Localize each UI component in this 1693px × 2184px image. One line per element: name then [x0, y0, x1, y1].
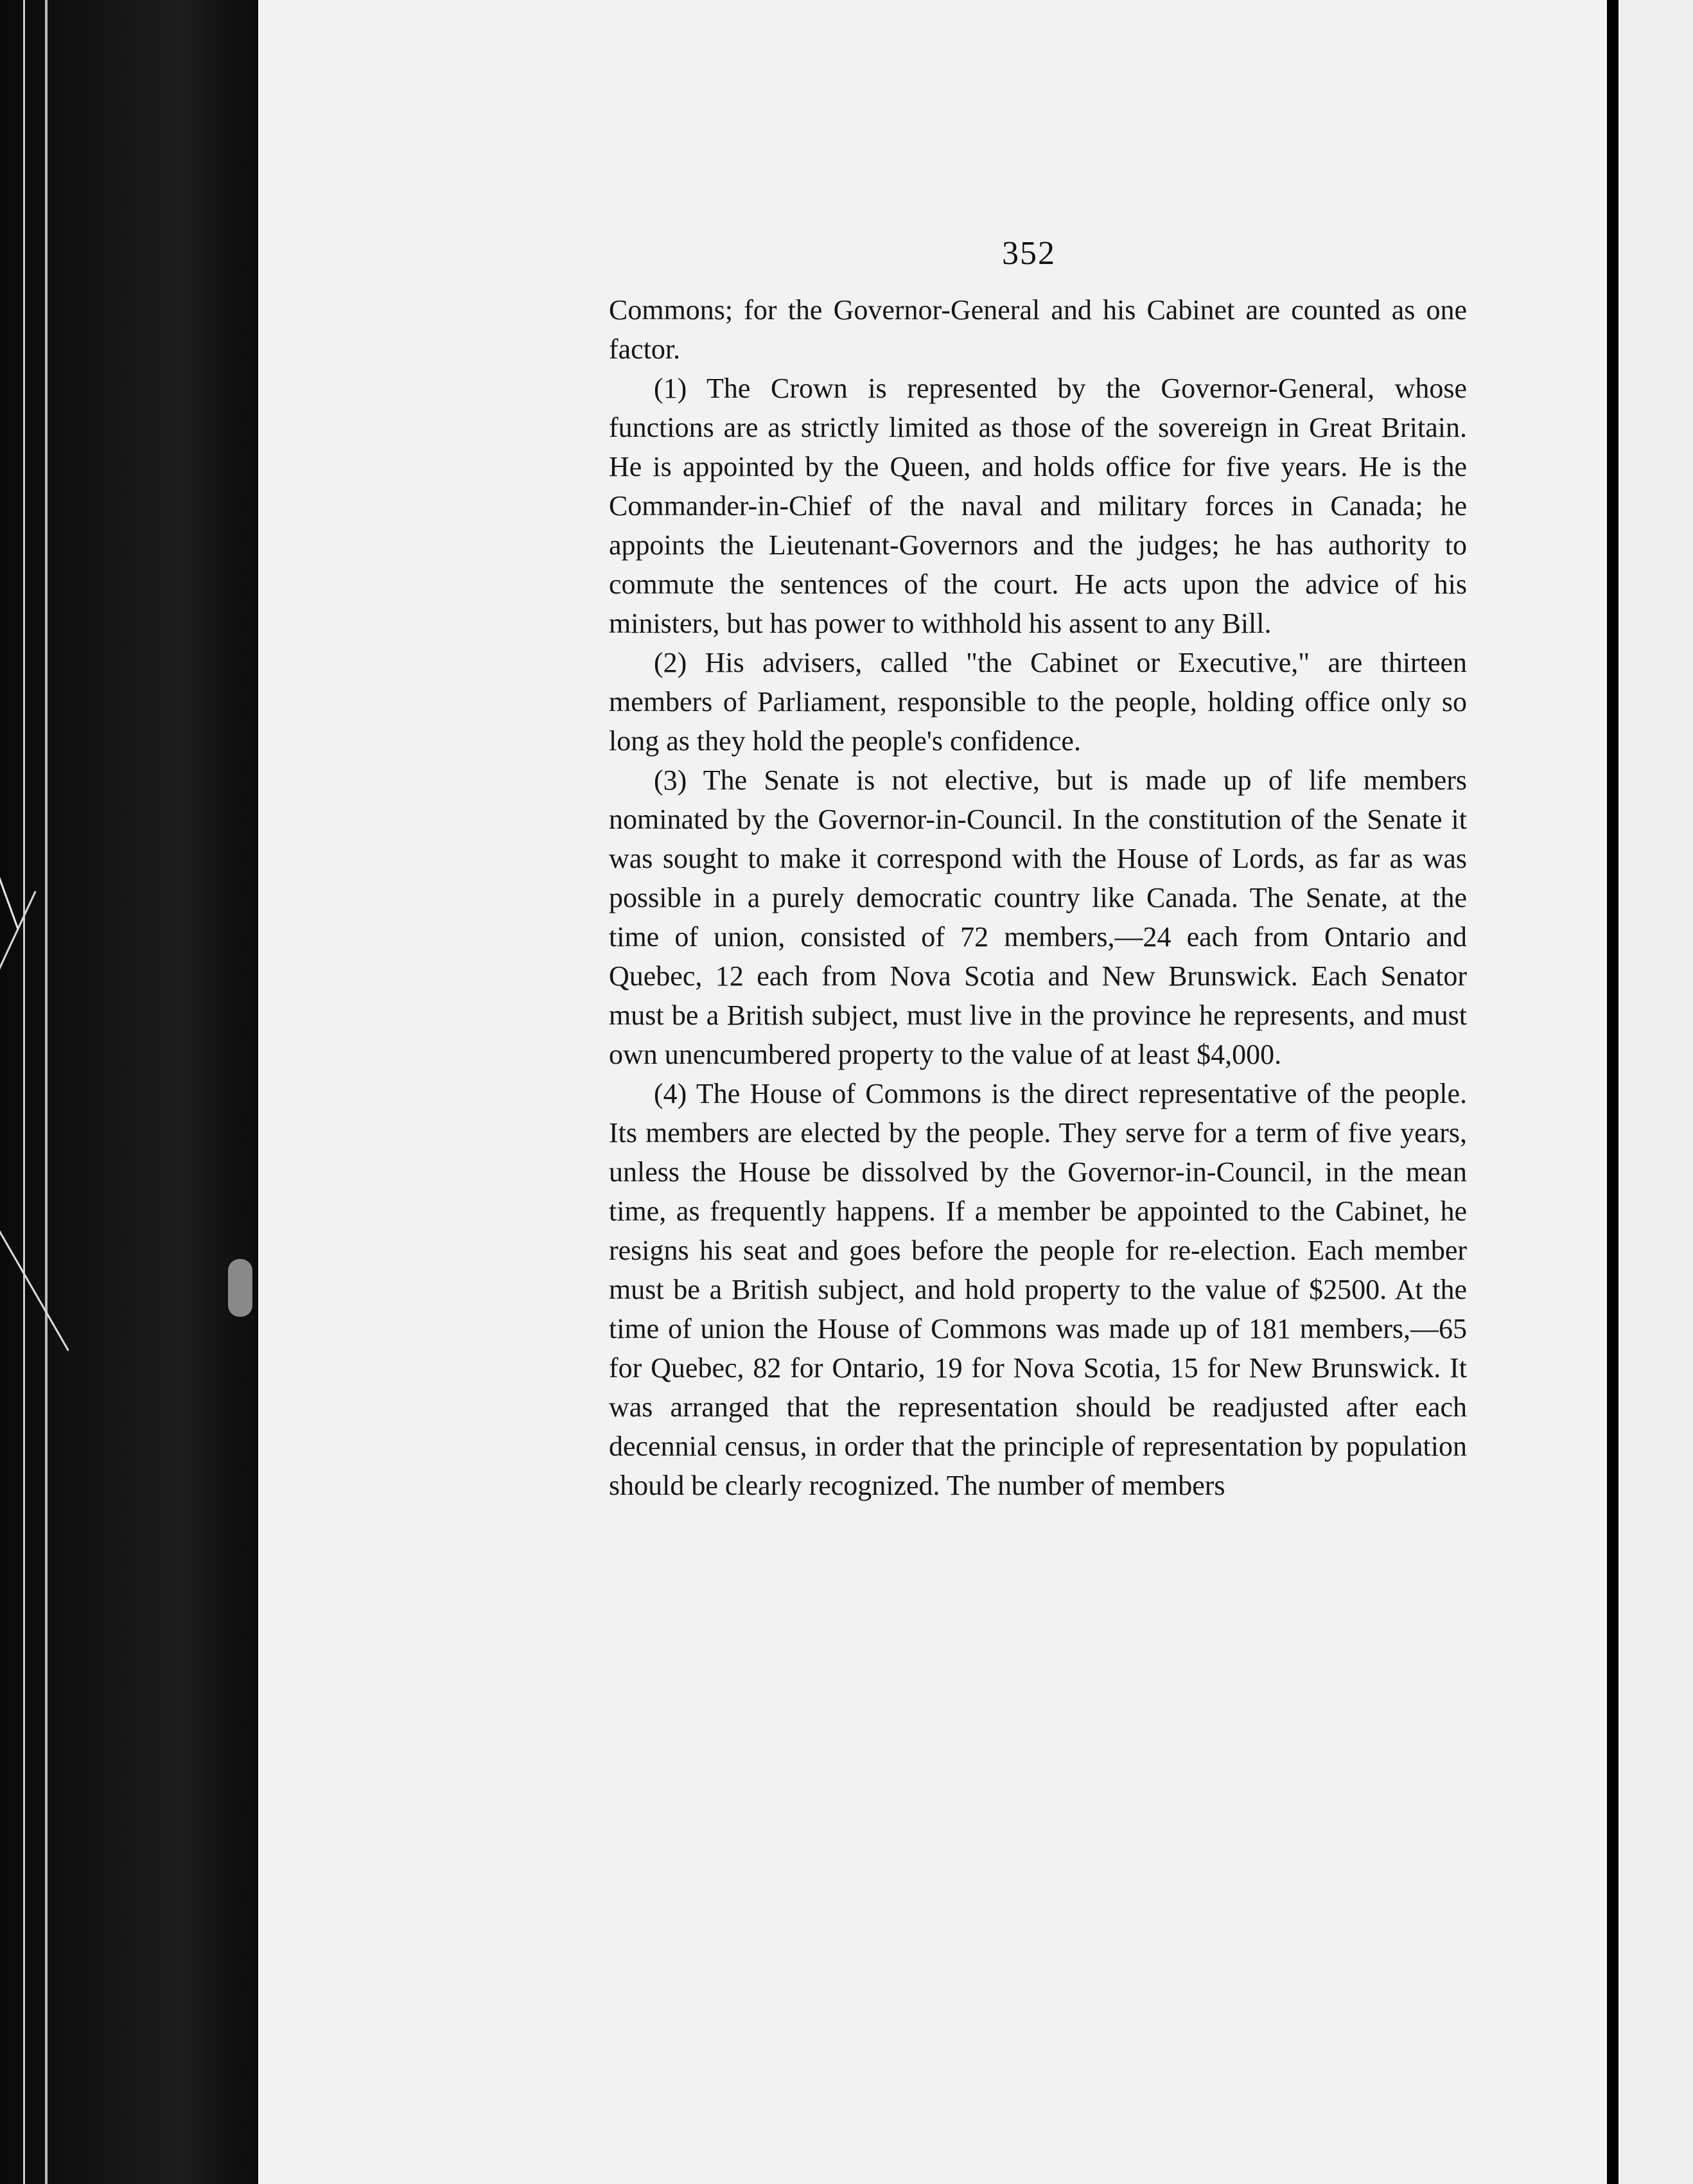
margin-mark	[0, 891, 37, 985]
binding-line	[45, 0, 48, 2184]
page-edge-shadow	[1607, 0, 1618, 2184]
margin-mark	[0, 856, 19, 929]
paragraph-cabinet: (2) His advisers, called "the Cabinet or Executive," are thirteen members of Parliament, responsible to the people, holding office only so long as they hold the people's confidence.	[609, 647, 1467, 757]
body-text	[609, 290, 1467, 1505]
page-number: 352	[1002, 235, 1056, 272]
margin-smudge	[228, 1259, 252, 1317]
paragraph-house-of-commons: (4) The House of Commons is the direct representative of the people. Its members are elected by the people. They serve for a term of five years, unless the House be dissolved by the Governor-in-Council, in the mean time, as frequently happens. If a member be appointed to the Cabinet, he resigns his seat and goes before the people for re-election. Each member must be a British subject, and hold property to the value of $2500. At the time of union the House of Commons was made up of 181 members,—65 for Quebec, 82 for Ontario, 19 for Nova Scotia, 15 for New Brunswick. It was arranged that the representation should be readjusted after each decennial census, in order that the principle of representation by population should be clearly recognized. The number of members	[609, 1078, 1467, 1501]
next-page-strip	[1618, 0, 1693, 2184]
binding-line	[23, 0, 25, 2184]
book-gutter-shadow	[0, 0, 257, 2184]
paragraph-crown: (1) The Crown is represented by the Governor-General, whose functions are as strictly limited as those of the sovereign in Great Britain. He is appointed by the Queen, and holds office for five years. He is the Commander-in-Chief of the naval and military forces in Canada; he appoints the Lieutenant-Governors and the judges; he has authority to commute the sentences of the court. He acts upon the advice of his ministers, but has power to withhold his assent to any Bill.	[609, 373, 1467, 639]
paragraph-senate: (3) The Senate is not elective, but is made up of life members nominated by the Governor-in-Council. In the constitution of the Senate it was sought to make it correspond with the House of Lords, as far as was possible in a purely democratic country like Canada. The Senate, at the time of union, consisted of 72 members,—24 each from Ontario and Quebec, 12 each from Nova Scotia and New Brunswick. Each Senator must be a British subject, must live in the province he represents, and must own unencumbered property to the value of at least $4,000.	[609, 764, 1467, 1070]
paragraph-continuation: Commons; for the Governor-General and his Cabinet are counted as one factor.	[609, 294, 1467, 365]
margin-mark	[0, 1206, 69, 1352]
